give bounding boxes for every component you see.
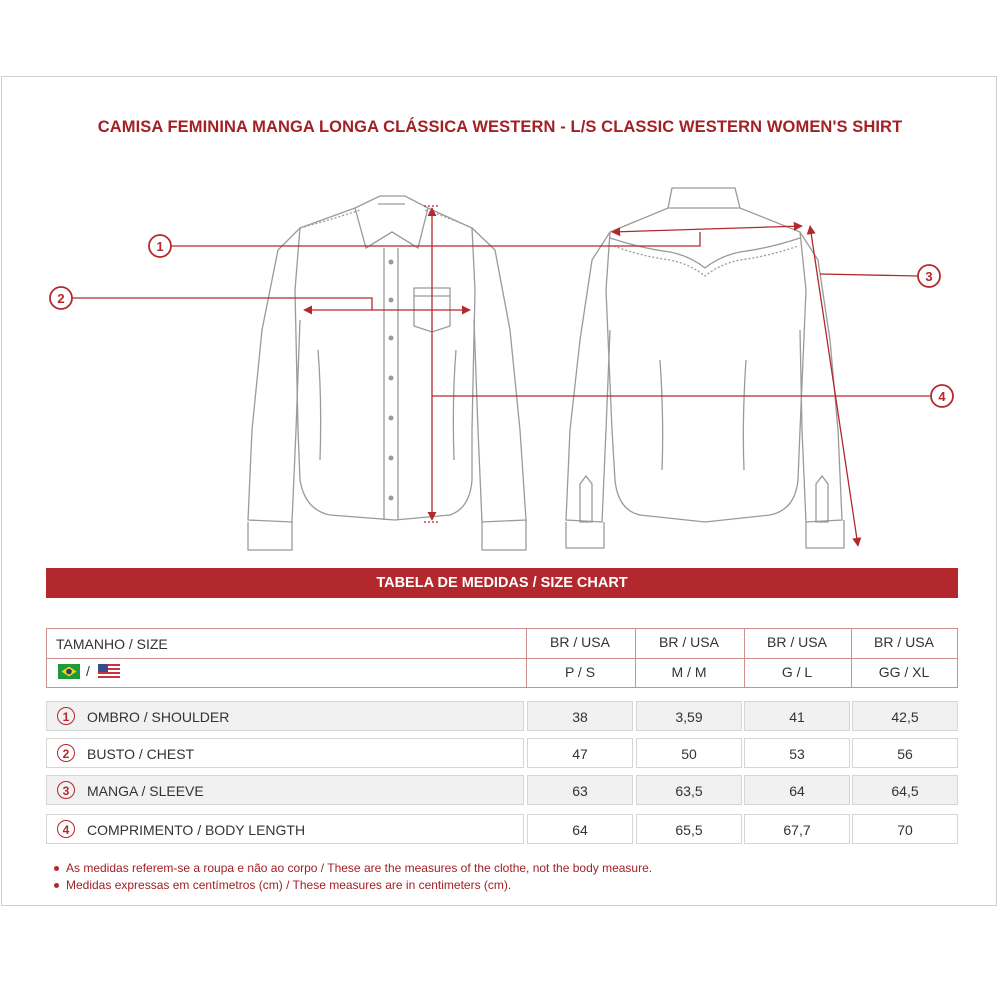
- callout-1-badge: 1: [57, 707, 75, 725]
- shoulder-value-gl: 41: [744, 701, 850, 731]
- page-title: CAMISA FEMININA MANGA LONGA CLÁSSICA WESTERN - L/S CLASSIC WESTERN WOMEN'S SHIRT: [97, 118, 903, 136]
- flag-separator: /: [86, 663, 90, 679]
- callout-2: [50, 287, 72, 309]
- sleeve-value-ps: 63: [527, 775, 633, 805]
- bullet-icon: [54, 866, 59, 871]
- sleeve-value-mm: 63,5: [636, 775, 742, 805]
- col-2-size: M / M: [671, 664, 707, 680]
- bullet-icon: [54, 883, 59, 888]
- row-label: COMPRIMENTO / BODY LENGTH: [87, 822, 306, 838]
- note-2: Medidas expressas em centímetros (cm) / These measures are in centimeters (cm).: [54, 878, 511, 892]
- shoulder-value-ps: 38: [527, 701, 633, 731]
- callout-4-badge: 4: [57, 820, 75, 838]
- col-3-size: G / L: [781, 664, 813, 680]
- row-chest-label: [46, 738, 524, 768]
- sleeve-value-gl: 64: [744, 775, 850, 805]
- sleeve-value-ggxl: 64,5: [852, 775, 958, 805]
- row-length-label: [46, 814, 524, 844]
- svg-text:1: 1: [156, 239, 164, 254]
- brazil-flag-icon: [58, 664, 80, 679]
- callout-2-badge: 2: [57, 744, 75, 762]
- length-value-mm: 65,5: [636, 814, 742, 844]
- chest-value-gl: 53: [744, 738, 850, 768]
- back-shirt-drawing: [566, 188, 844, 548]
- callout-3: [918, 265, 940, 287]
- leader-sleeve: [820, 274, 918, 276]
- leader-chest: [72, 298, 372, 310]
- col-1-size: P / S: [564, 664, 596, 680]
- svg-text:4: 4: [938, 389, 946, 404]
- arrow-shoulder: [612, 226, 802, 232]
- callout-4: [931, 385, 953, 407]
- shoulder-value-ggxl: 42,5: [852, 701, 958, 731]
- length-value-gl: 67,7: [744, 814, 850, 844]
- col-4-size: GG / XL: [878, 664, 930, 680]
- note-1: As medidas referem-se a roupa e não ao corpo / These are the measures of the clothe, not the body measure.: [54, 861, 652, 875]
- callout-3-badge: 3: [57, 781, 75, 799]
- col-2-region: BR / USA: [659, 634, 719, 650]
- row-label: MANGA / SLEEVE: [87, 783, 204, 799]
- col-3-region: BR / USA: [767, 634, 827, 650]
- length-value-ggxl: 70: [852, 814, 958, 844]
- size-label: TAMANHO / SIZE: [56, 636, 168, 652]
- row-sleeve-label: [46, 775, 524, 805]
- chest-value-ggxl: 56: [852, 738, 958, 768]
- svg-text:2: 2: [57, 291, 65, 306]
- svg-text:3: 3: [925, 269, 933, 284]
- col-4-region: BR / USA: [874, 634, 934, 650]
- chest-value-mm: 50: [636, 738, 742, 768]
- leader-shoulder: [172, 232, 700, 246]
- usa-flag-icon: [98, 664, 120, 679]
- row-shoulder-label: [46, 701, 524, 731]
- chest-value-ps: 47: [527, 738, 633, 768]
- row-label: OMBRO / SHOULDER: [87, 709, 230, 725]
- size-chart-banner: TABELA DE MEDIDAS / SIZE CHART: [46, 568, 958, 598]
- front-buttons: [389, 260, 394, 501]
- front-shirt-drawing: [248, 196, 526, 550]
- callout-1: [149, 235, 171, 257]
- shoulder-value-mm: 3,59: [636, 701, 742, 731]
- length-value-ps: 64: [527, 814, 633, 844]
- col-1-region: BR / USA: [550, 634, 610, 650]
- row-label: BUSTO / CHEST: [87, 746, 195, 762]
